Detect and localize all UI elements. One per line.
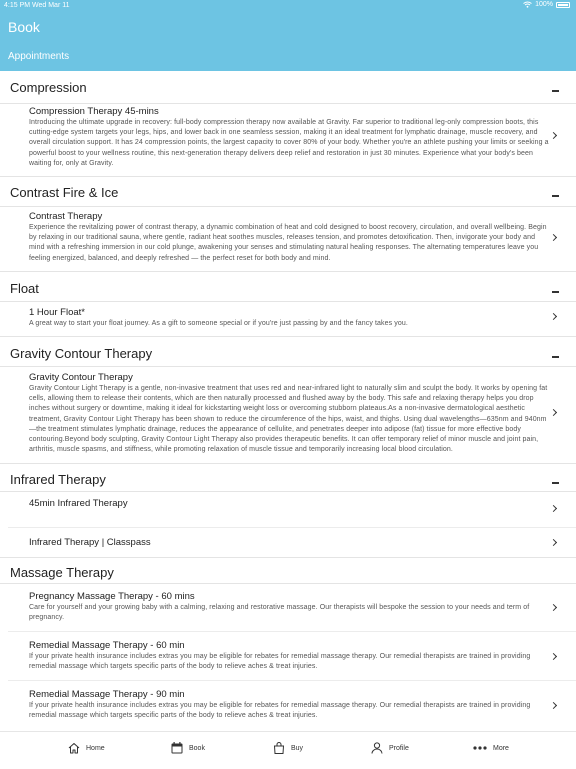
tab-book[interactable] [171, 742, 205, 754]
tab-home[interactable] [68, 742, 105, 754]
category-float: Float [10, 281, 39, 296]
bag-icon [273, 742, 285, 754]
tab-label: Book [189, 744, 205, 752]
page-subtitle: Appointments [8, 51, 70, 62]
status-bar [0, 0, 576, 12]
service-description: If your private health insurance includes extras you may be eligible for rebates for remedial massage therapy. Our remedial therapists are trained in providing remedial massage which targets specific parts of the body to relieve aches & treat injuries. [29, 702, 531, 720]
divider [0, 463, 576, 464]
divider [8, 631, 576, 632]
service-title: 1 Hour Float* [29, 307, 85, 318]
collapse-icon[interactable] [552, 195, 559, 197]
category-massage: Massage Therapy [10, 565, 114, 580]
service-description: Introducing the ultimate upgrade in recovery: full-body compression therapy now available at Gravity. Far superior to traditional leg-only compression boots, this cutting-edge system targets your legs, hips, and lower back in one seamless session, making it an ideal treatment for lymphatic drainage, muscle recovery, and overall circulation support. It has 24 compression points, the largest capacity to cover 80% of your body. Whether you're an athlete pushing your limits or seeking a powerful boost to your wellness routine, this next-generation therapy delivers deep relief and restoration in just 30 minutes. Experience what your body's been waiting for, only at Gravity. [29, 119, 549, 167]
divider [8, 527, 576, 528]
divider [0, 366, 576, 367]
tab-profile[interactable] [371, 742, 409, 754]
collapse-icon[interactable] [552, 356, 559, 358]
divider [0, 557, 576, 558]
home-icon [68, 742, 80, 754]
divider [0, 271, 576, 272]
divider [0, 301, 576, 302]
chevron-right-icon [550, 409, 557, 416]
chevron-right-icon [550, 234, 557, 241]
chevron-right-icon [550, 505, 557, 512]
service-title: Contrast Therapy [29, 211, 103, 222]
service-description: Care for yourself and your growing baby with a calming, relaxing and restorative massage. Our therapists will bespoke the session to your needs and term of pregnancy. [29, 604, 530, 622]
chevron-right-icon [550, 702, 557, 709]
chevron-right-icon [550, 604, 557, 611]
service-list[interactable] [0, 71, 576, 731]
calendar-icon [171, 742, 183, 754]
status-time: 4:15 PM Wed Mar 11 [4, 2, 70, 9]
divider [0, 176, 576, 177]
category-compression: Compression [10, 80, 87, 95]
chevron-right-icon [550, 653, 557, 660]
service-description: Experience the revitalizing power of contrast therapy, a dynamic combination of heat and cold designed to boost recovery, circulation, and overall wellbeing. Begin by relaxing in our traditional sauna, where gentle, radiant heat soothes muscles, releases tension, and promotes detoxification. Then, invigorate your body and mind with a refreshing immersion in our cold plunge, awakening your senses and stimulating natural healing responses. The alternating temperatures leave you feeling energized, balanced, and deeply refreshed — the perfect reset for both body and mind. [29, 224, 547, 262]
page-title: Book [8, 19, 40, 35]
tab-label: Home [86, 744, 105, 752]
service-description: Gravity Contour Light Therapy is a gentle, non-invasive treatment that uses red and near-infrared light to naturally slim and sculpt the body. It works by opening fat cells, allowing them to release their contents, which are then naturally processed and flushed away by the body. This safe and relaxing therapy helps you drop inches without surgery or downtime, making it ideal for kickstarting weight loss or overcoming stubborn plateaus.As a non-invasive dermatological aesthetic treatment, Gravity Contour Light Therapy has been shown to reduce the circumference of the hips, waist, and thighs. Using dual wavelengths—635nm and 940nm—the treatment stimulates lymphatic drainage, reduces the appearance of cellulite, and penetrates deeper into adipose (fat) tissue for more effective body contouring.Beyond body sculpting, Gravity Contour Light Therapy also provides therapeutic benefits. It can offer temporary relief of minor muscle and joint pain, arthritis, muscle spasms, and stiffness, while promoting relaxation of muscle tissue and temporarily increasing local blood circulation. [29, 385, 548, 454]
divider [0, 103, 576, 104]
tab-label: Buy [291, 744, 304, 752]
person-icon [371, 742, 383, 754]
service-title: Gravity Contour Therapy [29, 372, 133, 383]
collapse-icon[interactable] [552, 90, 559, 92]
service-title: Compression Therapy 45-mins [29, 106, 159, 117]
divider [8, 680, 576, 681]
chevron-right-icon [550, 313, 557, 320]
chevron-right-icon [550, 132, 557, 139]
divider [0, 206, 576, 207]
service-title: Remedial Massage Therapy - 60 min [29, 640, 185, 651]
service-title: Infrared Therapy | Classpass [29, 537, 151, 548]
service-title: Remedial Massage Therapy - 90 min [29, 689, 185, 700]
service-title: Pregnancy Massage Therapy - 60 mins [29, 591, 195, 602]
category-gravity-contour: Gravity Contour Therapy [10, 346, 153, 361]
service-title: 45min Infrared Therapy [29, 498, 128, 509]
chevron-right-icon [550, 539, 557, 546]
service-description: A great way to start your float journey. As a gift to someone special or if you're just passing by and the fancy takes you. [29, 320, 408, 327]
app-header [0, 0, 576, 71]
category-infrared: Infrared Therapy [10, 472, 106, 487]
battery-percent: 100% [535, 1, 553, 8]
divider [0, 491, 576, 492]
tab-bar [0, 731, 576, 769]
divider [0, 336, 576, 337]
more-dots-icon [473, 742, 487, 754]
tab-buy[interactable] [273, 742, 303, 754]
status-indicators [523, 1, 570, 8]
tab-label: Profile [389, 744, 409, 752]
collapse-icon[interactable] [552, 291, 559, 293]
collapse-icon[interactable] [552, 482, 559, 484]
tab-label: More [493, 744, 509, 752]
battery-icon [556, 2, 570, 8]
category-contrast: Contrast Fire & Ice [10, 185, 119, 200]
wifi-icon [523, 1, 532, 8]
tab-more[interactable] [473, 742, 509, 754]
divider [0, 583, 576, 584]
service-description: If your private health insurance includes extras you may be eligible for rebates for remedial massage therapy. Our remedial therapists are trained in providing remedial massage which targets specific parts of the body to relieve aches & treat injuries. [29, 653, 531, 671]
